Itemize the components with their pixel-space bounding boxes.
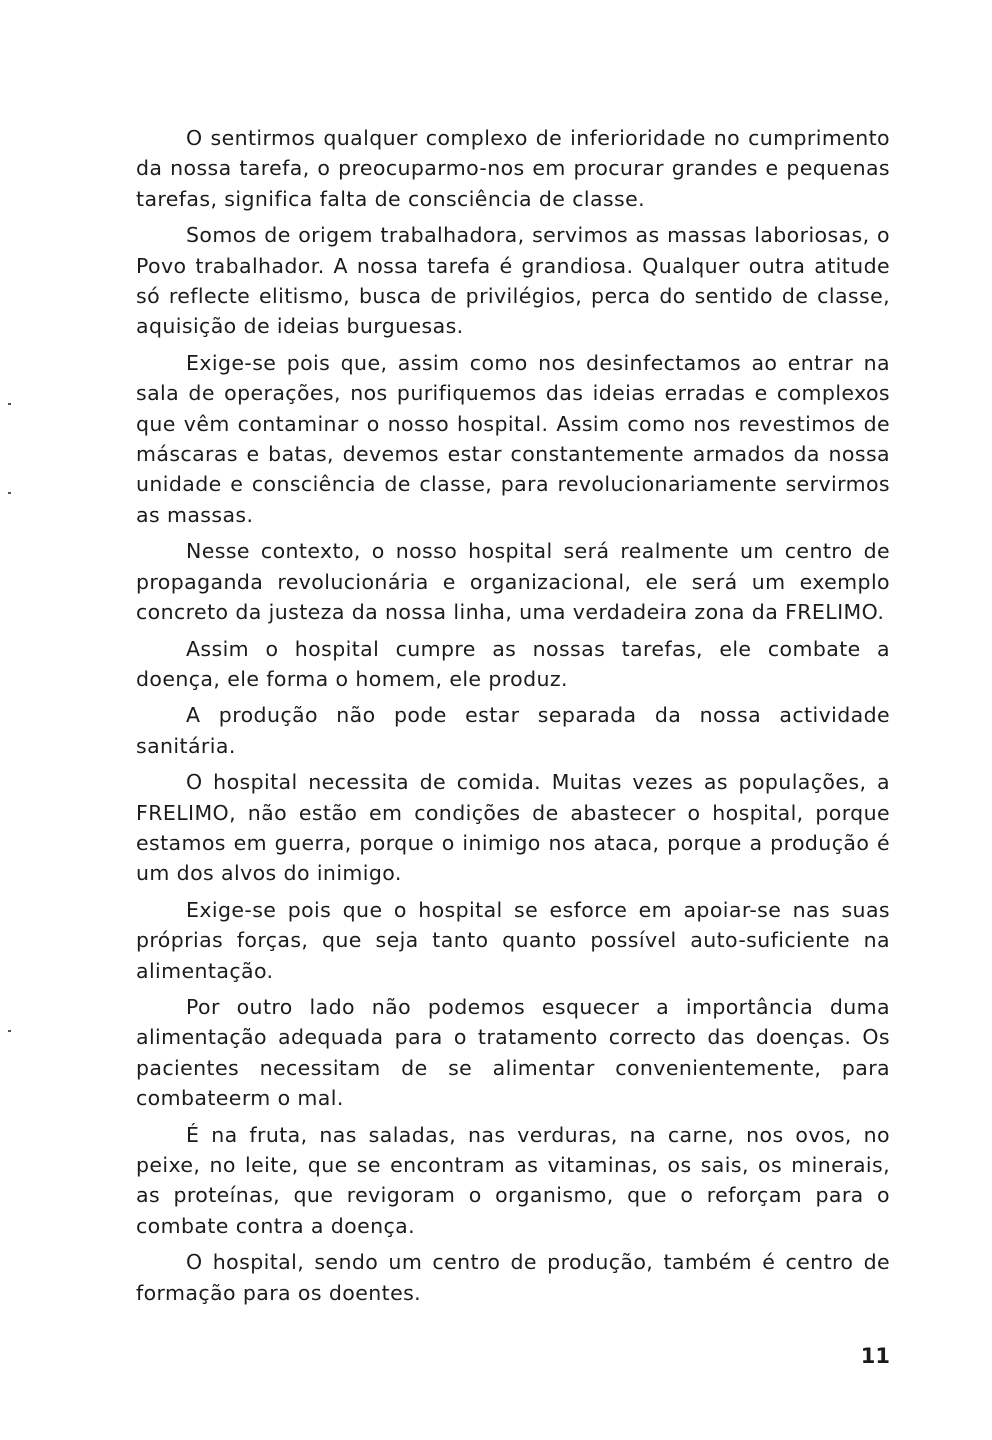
page-body: [136, 123, 890, 1314]
paragraph-6: A produção não pode estar separada da nossa actividade sanitária.: [136, 703, 890, 758]
scan-speck: [8, 1030, 11, 1032]
scan-speck: [8, 492, 11, 494]
page-number: 11: [860, 1344, 890, 1368]
scan-speck: [8, 403, 11, 405]
paragraph-7: O hospital necessita de comida. Muitas vezes as populações, a FRELIMO, não estão em condições de abastecer o hospital, porque estamos em guerra, porque o inimigo nos ataca, porque a produção é um dos alvos do inimigo.: [136, 770, 890, 886]
paragraph-11: O hospital, sendo um centro de produção, também é centro de formação para os doentes.: [136, 1250, 890, 1305]
paragraph-10: É na fruta, nas saladas, nas verduras, na carne, nos ovos, no peixe, no leite, que se encontram as vitaminas, os sais, os minerais, as proteínas, que revigoram o organismo, que o reforçam para o combate contra a doença.: [136, 1122, 890, 1238]
paragraph-5: Assim o hospital cumpre as nossas tarefas, ele combate a doença, ele forma o homem, ele produz.: [136, 636, 890, 691]
paragraph-8: Exige-se pois que o hospital se esforce em apoiar-se nas suas próprias forças, que seja tanto quanto possível auto-suficiente na alimentação.: [136, 897, 890, 983]
paragraph-9: Por outro lado não podemos esquecer a importância duma alimentação adequada para o tratamento correcto das doenças. Os pacientes necessitam de se alimentar convenientemente, para combateerm o mal.: [136, 994, 890, 1111]
paragraph-1: O sentirmos qualquer complexo de inferioridade no cumprimento da nossa tarefa, o preocuparmo-nos em procurar grandes e pequenas tarefas, significa falta de consciência de classe.: [136, 126, 890, 211]
paragraph-2: Somos de origem trabalhadora, servimos as massas laboriosas, o Povo trabalhador. A nossa tarefa é grandiosa. Qualquer outra atitude só reflecte elitismo, busca de privilégios, perca do sentido de classe, aquisição de ideias burguesas.: [136, 223, 890, 339]
paragraph-4: Nesse contexto, o nosso hospital será realmente um centro de propaganda revolucionária e organizacional, ele será um exemplo concreto da justeza da nossa linha, uma verdadeira zona da FRELIMO.: [136, 539, 890, 625]
paragraph-3: Exige-se pois que, assim como nos desinfectamos ao entrar na sala de operações, nos purifiquemos das ideias erradas e complexos que vêm contaminar o nosso hospital. Assim como nos revestimos de máscaras e batas, devemos estar constantemente armados da nossa unidade e consciência de classe, para revolucionariamente servirmos as massas.: [136, 350, 890, 527]
